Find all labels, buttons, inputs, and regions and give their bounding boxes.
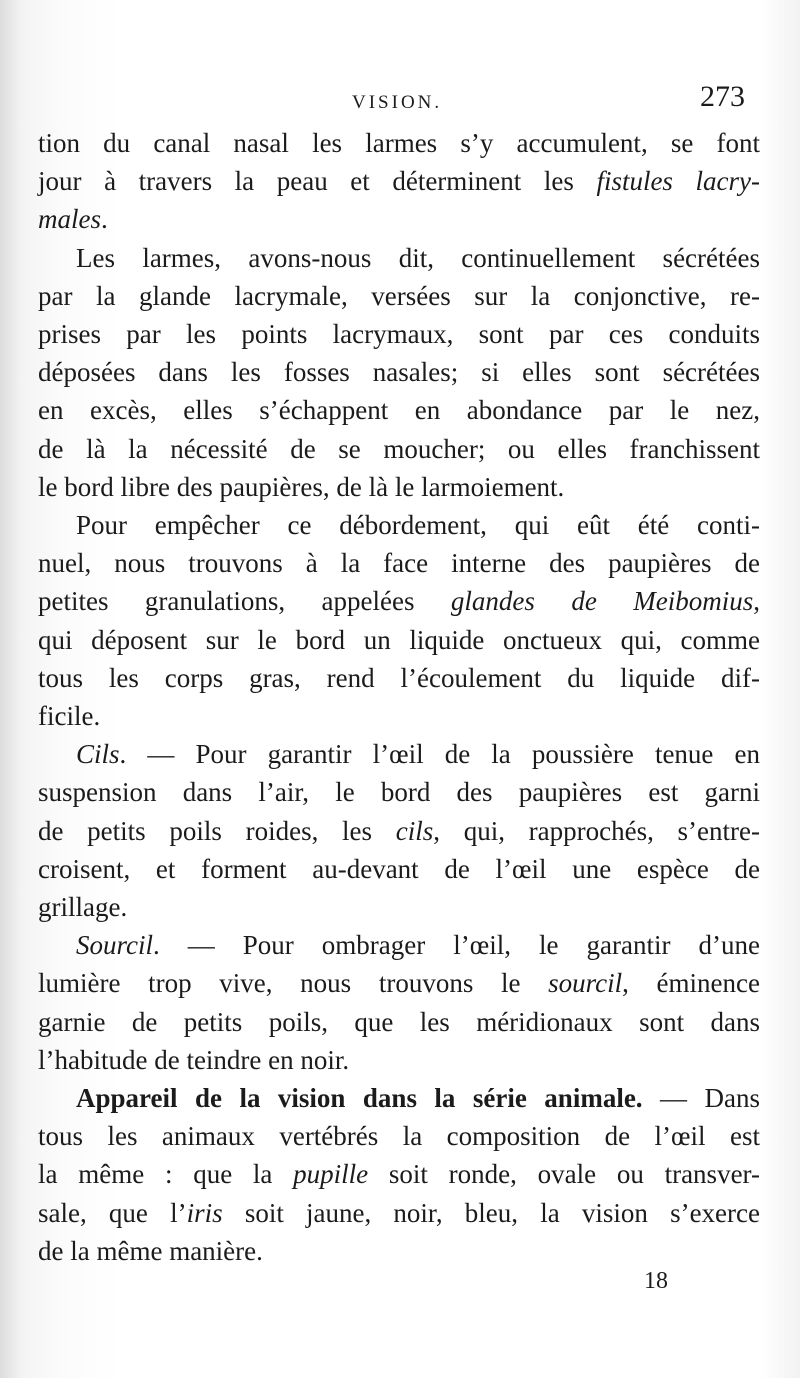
text-line: grillage. (38, 892, 128, 923)
text-line: de petits poils roides, les cils, qui, rapprochés, s’entre- (38, 815, 760, 846)
text-line: en excès, elles s’échappent en abondance par le nez, (38, 395, 760, 426)
page-number: 273 (700, 80, 745, 113)
text-line: l’habitude de teindre en noir. (38, 1044, 350, 1075)
text-line: suspension dans l’air, le bord des paupières est garni (38, 777, 760, 808)
text-line: la même : que la pupille soit ronde, ovale ou transver- (38, 1159, 760, 1190)
text-line: de la même manière. (38, 1235, 263, 1266)
text-line: ficile. (38, 701, 101, 732)
text-line: tous les corps gras, rend l’écoulement du liquide dif- (38, 662, 760, 693)
text-line: déposées dans les fosses nasales; si elles sont sécrétées (38, 357, 760, 388)
text-line: Sourcil. — Pour ombrager l’œil, le garantir d’une (76, 930, 760, 961)
text-line: de là la nécessité de se moucher; ou elles franchissent (38, 433, 760, 464)
text-line: prises par les points lacrymaux, sont par ces conduits (38, 319, 760, 350)
signature-mark: 18 (644, 1268, 668, 1294)
text-line: males. (38, 204, 108, 235)
text-line: Appareil de la vision dans la série animale. — Dans (76, 1083, 760, 1114)
text-line: qui déposent sur le bord un liquide onctueux qui, comme (38, 624, 760, 655)
text-line: petites granulations, appelées glandes de Meibomius, (38, 586, 760, 617)
text-line: Cils. — Pour garantir l’œil de la poussière tenue en (76, 739, 760, 770)
text-line: le bord libre des paupières, de là le larmoiement. (38, 471, 565, 502)
text-line: tous les animaux vertébrés la composition de l’œil est (38, 1121, 760, 1152)
running-title: VISION. (352, 92, 443, 113)
text-line: tion du canal nasal les larmes s’y accumulent, se font (38, 128, 760, 158)
text-line: nuel, nous trouvons à la face interne des paupières de (38, 548, 760, 579)
text-line: par la glande lacrymale, versées sur la conjonctive, re- (38, 280, 760, 311)
text-line: garnie de petits poils, que les méridionaux sont dans (38, 1006, 760, 1037)
text-line: jour à travers la peau et déterminent les fistules lacry- (38, 166, 760, 197)
text-line: lumière trop vive, nous trouvons le sourcil, éminence (38, 968, 760, 999)
text-line: croisent, et forment au-devant de l’œil une espèce de (38, 853, 760, 884)
text-line: sale, que l’iris soit jaune, noir, bleu, la vision s’exerce (38, 1197, 760, 1228)
text-line: Les larmes, avons-nous dit, continuellement sécrétées (76, 242, 760, 273)
text-line: Pour empêcher ce débordement, qui eût été conti- (76, 510, 760, 541)
body-text (38, 124, 760, 1270)
page-header (0, 78, 800, 118)
